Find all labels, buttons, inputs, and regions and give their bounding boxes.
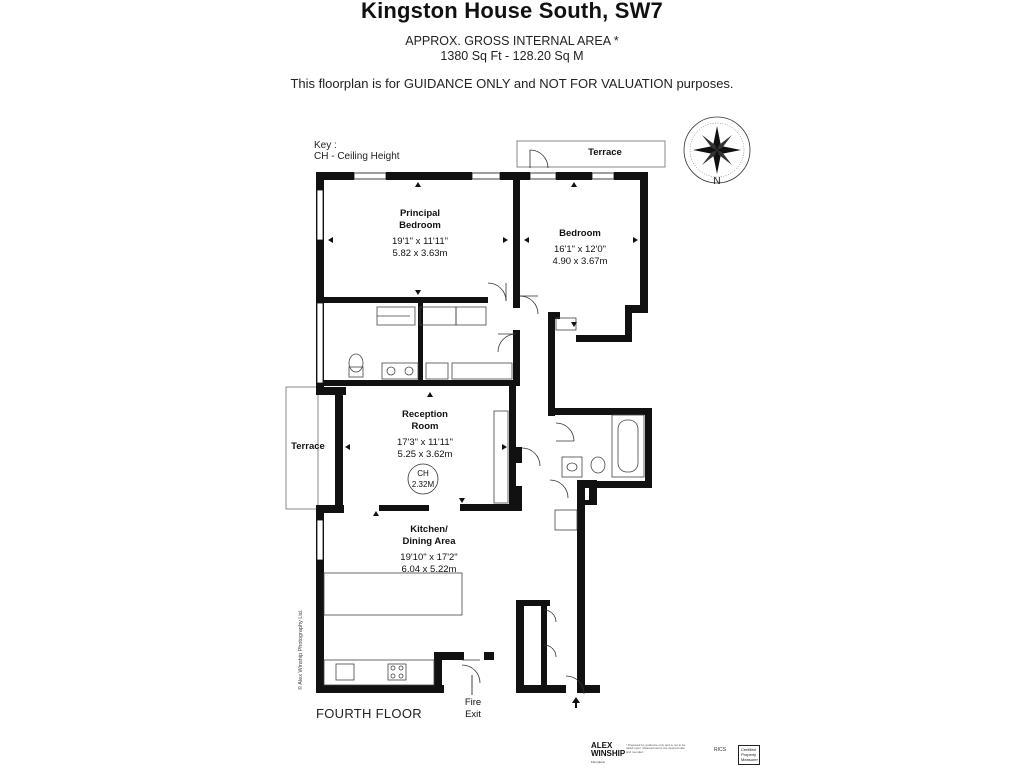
certified-measurer-badge: Certified Property Measurer <box>738 745 760 765</box>
area-line-2: 1380 Sq Ft - 128.20 Sq M <box>440 49 584 63</box>
fine-print: * Prepared for guidance only and is not to be relied upon. Measurements are approximate and rounded. <box>626 743 686 754</box>
brand-logo <box>591 742 625 758</box>
room-name: Bedroom <box>559 228 601 239</box>
area-line-1: APPROX. GROSS INTERNAL AREA * <box>405 34 619 48</box>
key-title: Key : <box>314 140 337 151</box>
room-name: Dining Area <box>402 536 456 547</box>
fire-exit-line-1: Fire <box>464 697 482 708</box>
terrace-top-label: Terrace <box>588 147 622 158</box>
room-size-metric: 5.82 x 3.63m <box>392 248 448 259</box>
ceiling-value: 2.32M <box>411 480 435 489</box>
room-name: Room <box>411 421 439 432</box>
room-size-imperial: 17'3" x 11'11" <box>397 437 453 448</box>
photo-credit: © Alex Winship Photography Ltd. <box>298 609 304 690</box>
room-size-imperial: 19'1" x 11'11" <box>392 236 448 247</box>
room-size-imperial: 16'1" x 12'0" <box>553 244 607 255</box>
room-size-metric: 6.04 x 5.22m <box>401 564 457 575</box>
compass-rose-icon <box>684 117 750 183</box>
floor-label: FOURTH FLOOR <box>316 706 422 721</box>
room-size-metric: 4.90 x 3.67m <box>552 256 608 267</box>
plan-title: Kingston House South, SW7 <box>361 0 663 23</box>
room-size-imperial: 19'10" x 17'2" <box>400 552 458 563</box>
room-name: Reception <box>402 409 448 420</box>
ceiling-height-label <box>403 468 443 490</box>
room-name: Kitchen/ <box>410 524 448 535</box>
logo-line-1: ALEX <box>591 741 613 750</box>
reception-room-label <box>375 409 475 461</box>
compass-north-label: N <box>713 176 721 187</box>
fire-exit-line-2: Exit <box>465 709 481 720</box>
bedroom-label <box>530 228 630 268</box>
room-name: Bedroom <box>399 220 441 231</box>
rics-mark: RICS <box>714 747 726 753</box>
logo-subtitle: Floorplans <box>591 760 606 764</box>
logo-line-2: WINSHIP <box>591 749 626 758</box>
room-size-metric: 5.25 x 3.62m <box>397 449 453 460</box>
kitchen-dining-label <box>379 524 479 576</box>
guidance-note: This floorplan is for GUIDANCE ONLY and NOT FOR VALUATION purposes. <box>290 76 734 91</box>
key-item: CH - Ceiling Height <box>314 151 400 162</box>
terrace-left-label: Terrace <box>291 441 325 452</box>
principal-bedroom-label <box>370 208 470 260</box>
ceiling-label: CH <box>417 469 429 478</box>
room-name: Principal <box>399 208 441 219</box>
fire-exit-label <box>455 697 491 721</box>
